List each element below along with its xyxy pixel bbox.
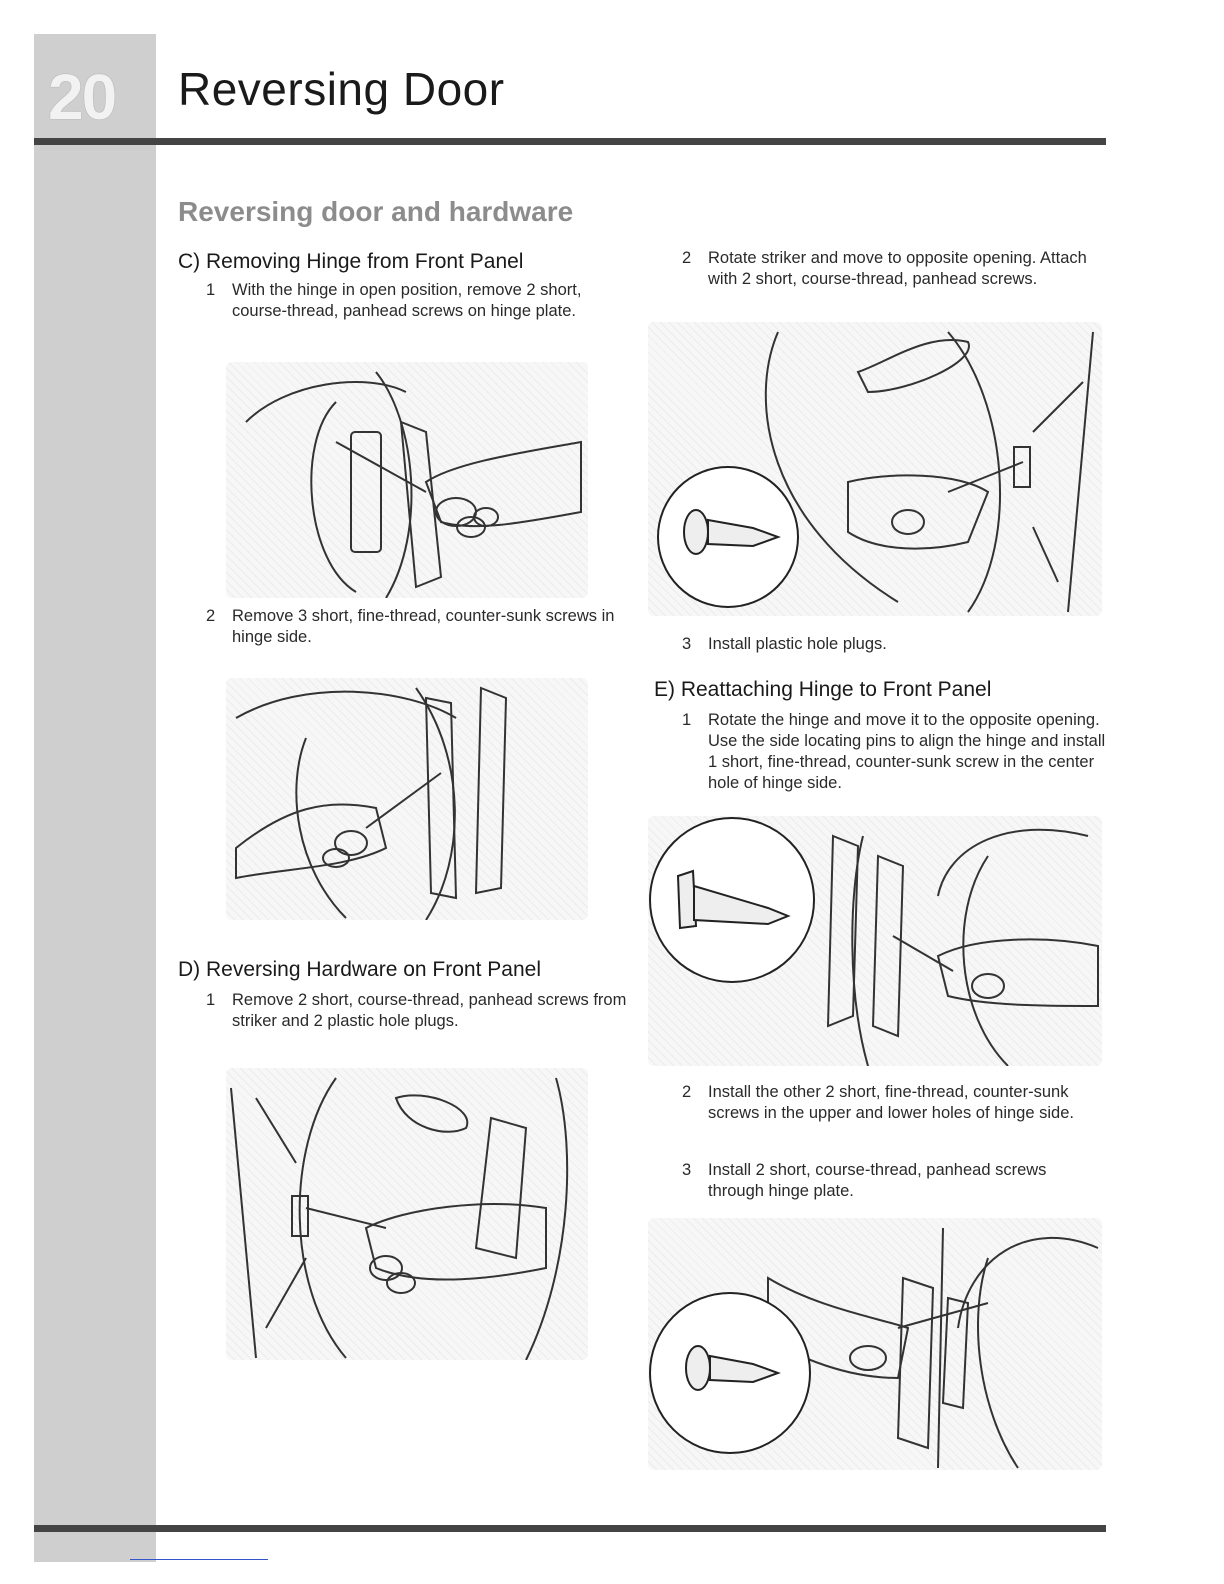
step-number: 1: [206, 281, 216, 299]
step-d2: [682, 248, 1108, 290]
step-text: Install plastic hole plugs.: [708, 635, 887, 653]
hinge-plate-screwdriver-illustration: [226, 362, 588, 598]
hinge-reattach-illustration: [648, 816, 1102, 1066]
step-number: 3: [682, 635, 692, 653]
step-d3: [682, 634, 1068, 655]
step-e2: [682, 1082, 1110, 1124]
step-e3: [682, 1160, 1088, 1202]
page-title: Reversing Door: [178, 63, 505, 115]
step-d1: [206, 990, 632, 1032]
step-text: Remove 3 short, fine-thread, counter-sunk screws in hinge side.: [232, 607, 615, 646]
step-number: 2: [682, 249, 692, 267]
step-c1: [206, 280, 612, 322]
step-text: Remove 2 short, course-thread, panhead screws from striker and 2 plastic hole plugs.: [232, 991, 627, 1030]
page-number: 20: [48, 61, 116, 133]
step-number: 3: [682, 1161, 692, 1179]
step-number: 1: [682, 711, 692, 729]
step-text: With the hinge in open position, remove 2 short, course-thread, panhead screws on hinge plate.: [232, 281, 582, 320]
step-text: Install the other 2 short, fine-thread, counter-sunk screws in the upper and lower holes of hinge side.: [708, 1083, 1074, 1122]
illustration-reattach-hinge-side: [648, 816, 1102, 1066]
footer-link-underline: [130, 1559, 268, 1560]
heading-c-removing-hinge: C) Removing Hinge from Front Panel: [178, 250, 524, 273]
side-band: [34, 34, 156, 1562]
step-e1: [682, 710, 1110, 794]
step-text: Rotate striker and move to opposite opening. Attach with 2 short, course-thread, panhead screws.: [708, 249, 1087, 288]
striker-attach-illustration: [648, 322, 1102, 616]
step-number: 2: [682, 1083, 692, 1101]
striker-screwdriver-illustration: [226, 1068, 588, 1360]
illustration-remove-striker-screws: [226, 1068, 588, 1360]
heading-e-reattaching-hinge: E) Reattaching Hinge to Front Panel: [654, 678, 992, 701]
step-c2: [206, 606, 622, 648]
hinge-side-screwdriver-illustration: [226, 678, 588, 920]
illustration-remove-countersunk-screws: [226, 678, 588, 920]
illustration-remove-hinge-plate-screws: [226, 362, 588, 598]
step-number: 2: [206, 607, 216, 625]
section-heading: Reversing door and hardware: [178, 196, 574, 227]
step-number: 1: [206, 991, 216, 1009]
step-text: Install 2 short, course-thread, panhead screws through hinge plate.: [708, 1161, 1047, 1200]
step-text: Rotate the hinge and move it to the opposite opening. Use the side locating pins to align the hinge and install 1 short, fine-thread, counter-sunk screw in the center hole of hinge side.: [708, 711, 1106, 792]
hinge-plate-install-illustration: [648, 1218, 1102, 1470]
top-rule: [34, 138, 1106, 145]
illustration-attach-striker: [648, 322, 1102, 616]
bottom-rule: [34, 1525, 1106, 1532]
heading-d-reversing-hardware: D) Reversing Hardware on Front Panel: [178, 958, 541, 981]
illustration-install-hinge-plate-screws: [648, 1218, 1102, 1470]
